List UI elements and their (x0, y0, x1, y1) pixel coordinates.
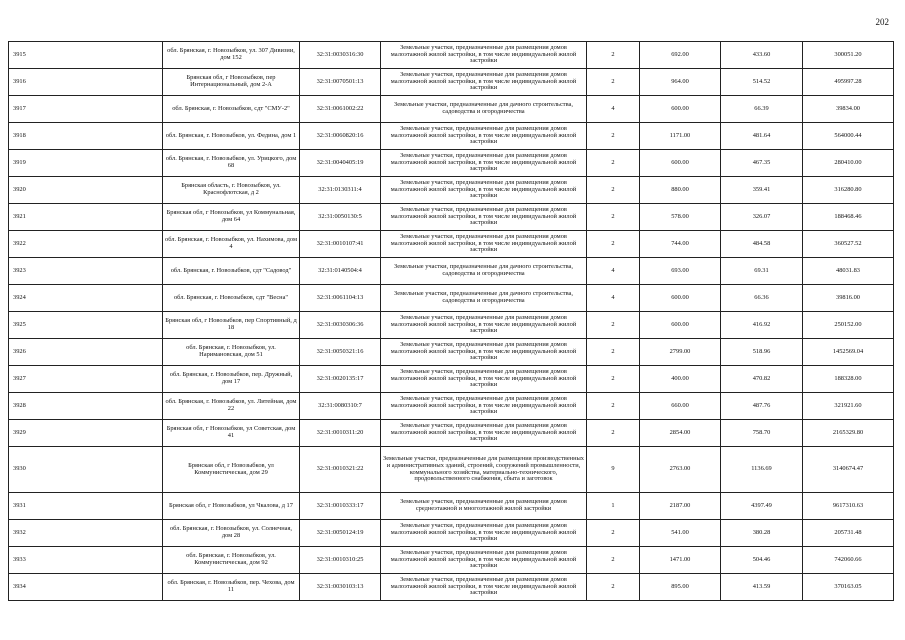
area-cell: 1471.00 (640, 547, 721, 574)
table-row (9, 123, 894, 150)
area-cell: 578.00 (640, 204, 721, 231)
address-cell: обл. Брянская, г. Новозыбков, сдт "Весна" (163, 285, 300, 312)
use-group-cell: 2 (587, 69, 640, 96)
specific-value-cell: 504.46 (721, 547, 803, 574)
specific-value-cell: 4397.49 (721, 493, 803, 520)
permitted-use-cell: Земельные участки, предназначенные для размещения домов малоэтажной жилой застройки, в том числе индивидуальной жилой застройки (381, 547, 587, 574)
address-cell: обл. Брянская, г. Новозыбков, ул. Нахимова, дом 4 (163, 231, 300, 258)
permitted-use-cell: Земельные участки, предназначенные для размещения домов малоэтажной жилой застройки, в том числе индивидуальной жилой застройки (381, 393, 587, 420)
area-cell: 964.00 (640, 69, 721, 96)
use-group-cell: 2 (587, 574, 640, 601)
cadastral-value-cell: 300051.20 (803, 42, 894, 69)
cadastral-number-cell: 32:31:0060820:16 (300, 123, 381, 150)
address-cell: обл. Брянская, г. Новозыбков, ул. 307 Дивизии, дом 152 (163, 42, 300, 69)
permitted-use-cell: Земельные участки, предназначенные для размещения домов малоэтажной жилой застройки, в том числе индивидуальной жилой застройки (381, 574, 587, 601)
specific-value-cell: 484.58 (721, 231, 803, 258)
cadastral-value-cell: 1452569.04 (803, 339, 894, 366)
specific-value-cell: 413.59 (721, 574, 803, 601)
area-cell: 600.00 (640, 285, 721, 312)
table-row (9, 150, 894, 177)
area-cell: 692.00 (640, 42, 721, 69)
use-group-cell: 2 (587, 312, 640, 339)
address-cell: обл. Брянская, г. Новозыбков, ул. Литейная, дом 22 (163, 393, 300, 420)
row-number-cell: 3929 (9, 420, 163, 447)
permitted-use-cell: Земельные участки, предназначенные для размещения домов малоэтажной жилой застройки, в том числе индивидуальной жилой застройки (381, 339, 587, 366)
row-number-cell: 3915 (9, 42, 163, 69)
permitted-use-cell: Земельные участки, предназначенные для размещения домов малоэтажной жилой застройки, в том числе индивидуальной жилой застройки (381, 420, 587, 447)
address-cell: Брянская обл, г Новозыбков, пер Интернациональный, дом 2-А (163, 69, 300, 96)
permitted-use-cell: Земельные участки, предназначенные для размещения домов малоэтажной жилой застройки, в том числе индивидуальной жилой застройки (381, 123, 587, 150)
page-number: 202 (875, 17, 889, 27)
permitted-use-cell: Земельные участки, предназначенные для размещения домов малоэтажной жилой застройки, в том числе индивидуальной жилой застройки (381, 150, 587, 177)
cadastral-number-cell: 32:31:0010321:22 (300, 447, 381, 493)
cadastral-number-cell: 32:31:0030316:30 (300, 42, 381, 69)
area-cell: 400.00 (640, 366, 721, 393)
table-row (9, 69, 894, 96)
cadastral-number-cell: 32:31:0070501:13 (300, 69, 381, 96)
specific-value-cell: 487.76 (721, 393, 803, 420)
cadastral-number-cell: 32:31:0050130:5 (300, 204, 381, 231)
cadastral-value-cell: 564000.44 (803, 123, 894, 150)
area-cell: 693.00 (640, 258, 721, 285)
cadastral-number-cell: 32:31:0061104:13 (300, 285, 381, 312)
row-number-cell: 3922 (9, 231, 163, 258)
cadastral-value-cell: 2165329.80 (803, 420, 894, 447)
row-number-cell: 3923 (9, 258, 163, 285)
row-number-cell: 3928 (9, 393, 163, 420)
use-group-cell: 2 (587, 420, 640, 447)
table-row (9, 447, 894, 493)
address-cell: Брянская обл, г Новозыбков, пер Спортивный, д 18 (163, 312, 300, 339)
cadastral-number-cell: 32:31:0010310:25 (300, 547, 381, 574)
permitted-use-cell: Земельные участки, предназначенные для размещения домов малоэтажной жилой застройки, в том числе индивидуальной жилой застройки (381, 312, 587, 339)
row-number-cell: 3920 (9, 177, 163, 204)
cadastral-number-cell: 32:31:0030306:36 (300, 312, 381, 339)
cadastral-value-cell: 39816.00 (803, 285, 894, 312)
use-group-cell: 2 (587, 366, 640, 393)
use-group-cell: 2 (587, 42, 640, 69)
address-cell: Брянская обл, г Новозыбков, ул Коммунальная, дом 64 (163, 204, 300, 231)
cadastral-number-cell: 32:31:0020135:17 (300, 366, 381, 393)
use-group-cell: 2 (587, 547, 640, 574)
address-cell: Брянская обл, г Новозыбков, ул Коммунистическая, дом 29 (163, 447, 300, 493)
cadastral-number-cell: 32:31:0080310:7 (300, 393, 381, 420)
table-row (9, 96, 894, 123)
address-cell: обл. Брянская, г. Новозыбков, ул. Урицкого, дом 68 (163, 150, 300, 177)
area-cell: 2854.00 (640, 420, 721, 447)
permitted-use-cell: Земельные участки, предназначенные для дачного строительства, садоводства и огородничества (381, 96, 587, 123)
address-cell: обл. Брянская, г. Новозыбков, пер. Дружный, дом 17 (163, 366, 300, 393)
use-group-cell: 2 (587, 204, 640, 231)
specific-value-cell: 66.39 (721, 96, 803, 123)
row-number-cell: 3934 (9, 574, 163, 601)
cadastral-number-cell: 32:31:0010107:41 (300, 231, 381, 258)
address-cell: обл. Брянская, г. Новозыбков, пер. Чехова, дом 11 (163, 574, 300, 601)
address-cell: обл. Брянская, г. Новозыбков, ул. Наримановская, дом 51 (163, 339, 300, 366)
use-group-cell: 2 (587, 177, 640, 204)
cadastral-value-cell: 316280.80 (803, 177, 894, 204)
cadastral-value-cell: 188468.46 (803, 204, 894, 231)
specific-value-cell: 69.31 (721, 258, 803, 285)
permitted-use-cell: Земельные участки, предназначенные для размещения производственных и административных зданий, строений, сооружений промышленности, коммунального хозяйства, материально-технического, продовольственного снабжения, сбыта и заготовок (381, 447, 587, 493)
table-row (9, 177, 894, 204)
cadastral-value-cell: 9617310.63 (803, 493, 894, 520)
address-cell: обл. Брянская, г. Новозыбков, сдт "Садовод" (163, 258, 300, 285)
table-row (9, 520, 894, 547)
area-cell: 541.00 (640, 520, 721, 547)
table-row (9, 547, 894, 574)
permitted-use-cell: Земельные участки, предназначенные для размещения домов малоэтажной жилой застройки, в том числе индивидуальной жилой застройки (381, 366, 587, 393)
area-cell: 600.00 (640, 150, 721, 177)
cadastral-number-cell: 32:31:0050124:19 (300, 520, 381, 547)
specific-value-cell: 359.41 (721, 177, 803, 204)
permitted-use-cell: Земельные участки, предназначенные для размещения домов малоэтажной жилой застройки, в том числе индивидуальной жилой застройки (381, 231, 587, 258)
row-number-cell: 3918 (9, 123, 163, 150)
address-cell: Брянская обл, г Новозыбков, ул Советская, дом 41 (163, 420, 300, 447)
table-row (9, 339, 894, 366)
table-row (9, 366, 894, 393)
cadastral-value-cell: 370163.05 (803, 574, 894, 601)
specific-value-cell: 1136.69 (721, 447, 803, 493)
row-number-cell: 3919 (9, 150, 163, 177)
address-cell: обл. Брянская, г. Новозыбков, сдт "СМУ-2" (163, 96, 300, 123)
area-cell: 2799.00 (640, 339, 721, 366)
address-cell: обл. Брянская, г. Новозыбков, ул. Солнечная, дом 28 (163, 520, 300, 547)
area-cell: 880.00 (640, 177, 721, 204)
cadastral-number-cell: 32:31:0030103:13 (300, 574, 381, 601)
table-row (9, 493, 894, 520)
address-cell: обл. Брянская, г. Новозыбков, ул. Федина, дом 1 (163, 123, 300, 150)
area-cell: 2763.00 (640, 447, 721, 493)
cadastral-register-table (8, 41, 894, 601)
cadastral-value-cell: 742060.66 (803, 547, 894, 574)
use-group-cell: 2 (587, 231, 640, 258)
cadastral-number-cell: 32:31:0130311:4 (300, 177, 381, 204)
row-number-cell: 3933 (9, 547, 163, 574)
cadastral-number-cell: 32:31:0010333:17 (300, 493, 381, 520)
area-cell: 600.00 (640, 96, 721, 123)
cadastral-number-cell: 32:31:0061002:22 (300, 96, 381, 123)
row-number-cell: 3927 (9, 366, 163, 393)
permitted-use-cell: Земельные участки, предназначенные для размещения домов малоэтажной жилой застройки, в том числе индивидуальной жилой застройки (381, 42, 587, 69)
specific-value-cell: 481.64 (721, 123, 803, 150)
use-group-cell: 2 (587, 123, 640, 150)
area-cell: 895.00 (640, 574, 721, 601)
cadastral-value-cell: 495997.28 (803, 69, 894, 96)
area-cell: 1171.00 (640, 123, 721, 150)
row-number-cell: 3921 (9, 204, 163, 231)
permitted-use-cell: Земельные участки, предназначенные для размещения домов малоэтажной жилой застройки, в том числе индивидуальной жилой застройки (381, 204, 587, 231)
table-row (9, 420, 894, 447)
table-row (9, 285, 894, 312)
address-cell: Брянская область, г. Новозыбков, ул. Краснофлотская, д 2 (163, 177, 300, 204)
use-group-cell: 4 (587, 258, 640, 285)
permitted-use-cell: Земельные участки, предназначенные для дачного строительства, садоводства и огородничества (381, 258, 587, 285)
cadastral-value-cell: 3140674.47 (803, 447, 894, 493)
cadastral-value-cell: 321921.60 (803, 393, 894, 420)
specific-value-cell: 518.96 (721, 339, 803, 366)
specific-value-cell: 758.70 (721, 420, 803, 447)
cadastral-value-cell: 48031.83 (803, 258, 894, 285)
register-rows (9, 42, 894, 601)
table-row (9, 231, 894, 258)
specific-value-cell: 380.28 (721, 520, 803, 547)
use-group-cell: 4 (587, 285, 640, 312)
table-row (9, 42, 894, 69)
permitted-use-cell: Земельные участки, предназначенные для дачного строительства, садоводства и огородничества (381, 285, 587, 312)
area-cell: 2187.00 (640, 493, 721, 520)
permitted-use-cell: Земельные участки, предназначенные для размещения домов малоэтажной жилой застройки, в том числе индивидуальной жилой застройки (381, 69, 587, 96)
row-number-cell: 3931 (9, 493, 163, 520)
row-number-cell: 3925 (9, 312, 163, 339)
use-group-cell: 9 (587, 447, 640, 493)
use-group-cell: 2 (587, 520, 640, 547)
cadastral-value-cell: 250152.00 (803, 312, 894, 339)
specific-value-cell: 326.07 (721, 204, 803, 231)
permitted-use-cell: Земельные участки, предназначенные для размещения домов малоэтажной жилой застройки, в том числе индивидуальной жилой застройки (381, 177, 587, 204)
row-number-cell: 3916 (9, 69, 163, 96)
cadastral-value-cell: 188328.00 (803, 366, 894, 393)
table-row (9, 204, 894, 231)
permitted-use-cell: Земельные участки, предназначенные для размещения домов среднеэтажной и многоэтажной жилой застройки (381, 493, 587, 520)
specific-value-cell: 433.60 (721, 42, 803, 69)
address-cell: Брянская обл, г Новозыбков, ул Чкалова, д 17 (163, 493, 300, 520)
specific-value-cell: 514.52 (721, 69, 803, 96)
specific-value-cell: 470.82 (721, 366, 803, 393)
permitted-use-cell: Земельные участки, предназначенные для размещения домов малоэтажной жилой застройки, в том числе индивидуальной жилой застройки (381, 520, 587, 547)
row-number-cell: 3924 (9, 285, 163, 312)
cadastral-number-cell: 32:31:0140504:4 (300, 258, 381, 285)
area-cell: 600.00 (640, 312, 721, 339)
row-number-cell: 3917 (9, 96, 163, 123)
row-number-cell: 3932 (9, 520, 163, 547)
table-row (9, 312, 894, 339)
row-number-cell: 3926 (9, 339, 163, 366)
use-group-cell: 1 (587, 493, 640, 520)
specific-value-cell: 467.35 (721, 150, 803, 177)
specific-value-cell: 66.36 (721, 285, 803, 312)
table-row (9, 258, 894, 285)
address-cell: обл. Брянская, г. Новозыбков, ул. Коммунистическая, дом 92 (163, 547, 300, 574)
use-group-cell: 4 (587, 96, 640, 123)
use-group-cell: 2 (587, 339, 640, 366)
cadastral-value-cell: 205731.48 (803, 520, 894, 547)
cadastral-value-cell: 39834.00 (803, 96, 894, 123)
cadastral-number-cell: 32:31:0050321:16 (300, 339, 381, 366)
cadastral-number-cell: 32:31:0010311:20 (300, 420, 381, 447)
area-cell: 660.00 (640, 393, 721, 420)
table-row (9, 574, 894, 601)
specific-value-cell: 416.92 (721, 312, 803, 339)
table-row (9, 393, 894, 420)
use-group-cell: 2 (587, 150, 640, 177)
cadastral-value-cell: 360527.52 (803, 231, 894, 258)
row-number-cell: 3930 (9, 447, 163, 493)
cadastral-number-cell: 32:31:0040405:19 (300, 150, 381, 177)
cadastral-value-cell: 280410.00 (803, 150, 894, 177)
use-group-cell: 2 (587, 393, 640, 420)
area-cell: 744.00 (640, 231, 721, 258)
